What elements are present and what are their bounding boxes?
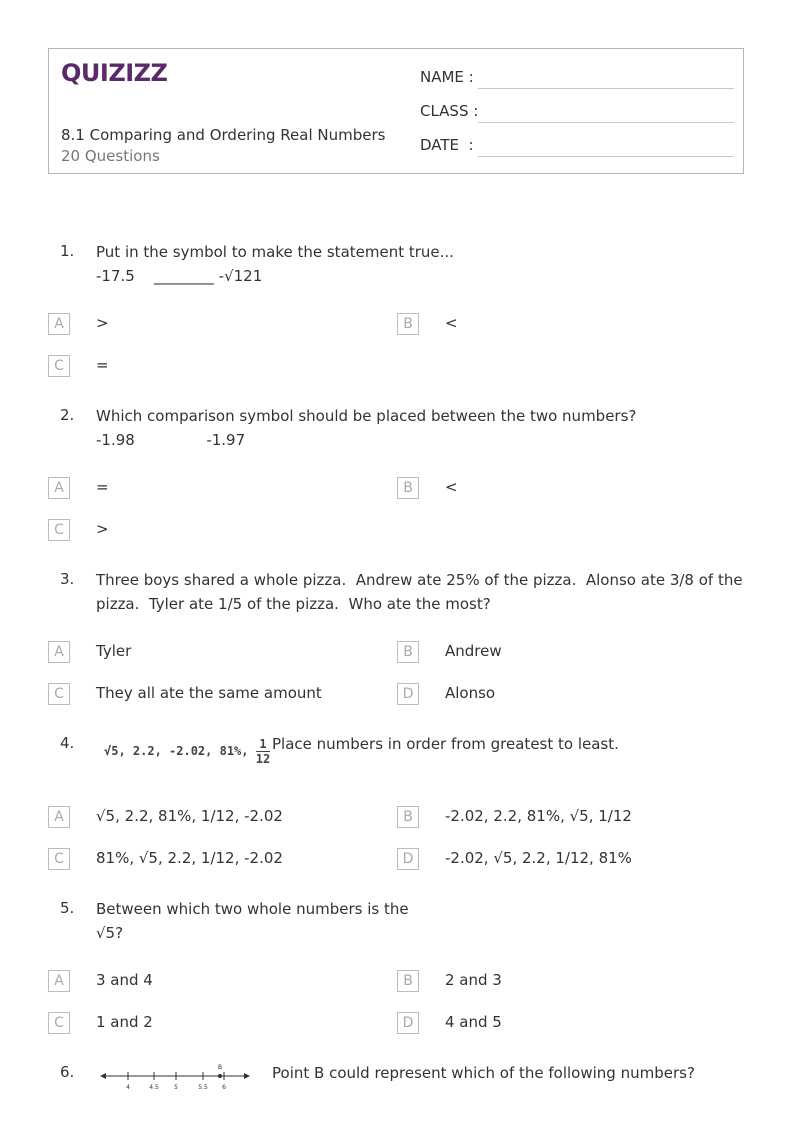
date-label: DATE :: [420, 136, 474, 154]
name-line: [478, 88, 734, 89]
option-text: 2 and 3: [445, 971, 502, 989]
tick-label: 6: [222, 1084, 226, 1091]
number-line-image: [100, 1062, 250, 1094]
fraction-numerator: 1: [256, 737, 270, 752]
option-text: >: [96, 314, 109, 332]
option-text: 1 and 2: [96, 1013, 153, 1031]
option-letter: A: [48, 970, 70, 992]
option-text: -2.02, √5, 2.2, 1/12, 81%: [445, 849, 632, 867]
class-line: [478, 122, 734, 123]
tick-label: 5.5: [198, 1084, 208, 1091]
date-field[interactable]: [420, 136, 734, 158]
option-text: Andrew: [445, 642, 502, 660]
worksheet-header: [48, 48, 744, 174]
class-label: CLASS :: [420, 102, 479, 120]
name-field[interactable]: [420, 68, 734, 90]
question-number: 6.: [60, 1063, 75, 1081]
image-expression: √5, 2.2, -2.02, 81%,: [104, 744, 249, 758]
question-number: 3.: [60, 570, 75, 588]
tick-label: 5: [174, 1084, 178, 1091]
worksheet-title: 8.1 Comparing and Ordering Real Numbers: [61, 126, 386, 144]
option-letter: C: [48, 1012, 70, 1034]
option-text: 81%, √5, 2.2, 1/12, -2.02: [96, 849, 283, 867]
quizizz-logo: QUIZIZZ: [61, 59, 168, 87]
option-letter: A: [48, 641, 70, 663]
option-text: Tyler: [96, 642, 132, 660]
question-text: Put in the symbol to make the statement true... -17.5 ________ -√121: [96, 243, 454, 285]
option-letter: A: [48, 313, 70, 335]
question-text: Point B could represent which of the following numbers?: [272, 1064, 695, 1082]
option-text: =: [96, 478, 109, 496]
question-count: 20 Questions: [61, 147, 160, 165]
option-letter: A: [48, 477, 70, 499]
date-line: [478, 156, 734, 157]
option-letter: D: [397, 848, 419, 870]
option-letter: C: [48, 519, 70, 541]
option-text: <: [445, 314, 458, 332]
name-label: NAME :: [420, 68, 474, 86]
option-letter: B: [397, 477, 419, 499]
option-letter: B: [397, 806, 419, 828]
class-field[interactable]: [420, 102, 734, 124]
question-text: Three boys shared a whole pizza. Andrew ate 25% of the pizza. Alonso ate 3/8 of the pizza. Tyler ate 1/5 of the pizza. Who ate the most?: [96, 571, 743, 613]
question-number: 4.: [60, 734, 75, 752]
option-letter: B: [397, 641, 419, 663]
option-text: 4 and 5: [445, 1013, 502, 1031]
question-image: [104, 737, 270, 766]
question-text: Which comparison symbol should be placed between the two numbers? -1.98 -1.97: [96, 407, 637, 449]
option-letter: B: [397, 313, 419, 335]
option-text: -2.02, 2.2, 81%, √5, 1/12: [445, 807, 632, 825]
point-label: B: [217, 1064, 223, 1071]
option-text: =: [96, 356, 109, 374]
left-arrow-icon: [100, 1073, 106, 1079]
tick-label: 4: [126, 1084, 130, 1091]
option-letter: C: [48, 848, 70, 870]
option-text: Alonso: [445, 684, 496, 702]
option-text: They all ate the same amount: [96, 684, 322, 702]
option-text: >: [96, 520, 109, 538]
question-text: Place numbers in order from greatest to least.: [272, 735, 619, 753]
question-number: 2.: [60, 406, 75, 424]
option-letter: A: [48, 806, 70, 828]
option-letter: D: [397, 683, 419, 705]
option-text: <: [445, 478, 458, 496]
option-letter: D: [397, 1012, 419, 1034]
image-fraction: [256, 737, 270, 766]
point-b-marker: [218, 1074, 222, 1078]
option-letter: B: [397, 970, 419, 992]
option-letter: C: [48, 355, 70, 377]
fraction-denominator: 12: [255, 752, 271, 766]
option-letter: C: [48, 683, 70, 705]
option-text: 3 and 4: [96, 971, 153, 989]
tick-label: 4.5: [149, 1084, 159, 1091]
question-number: 1.: [60, 242, 75, 260]
right-arrow-icon: [244, 1073, 250, 1079]
question-text: Between which two whole numbers is the √5?: [96, 900, 409, 942]
question-number: 5.: [60, 899, 75, 917]
option-text: √5, 2.2, 81%, 1/12, -2.02: [96, 807, 283, 825]
